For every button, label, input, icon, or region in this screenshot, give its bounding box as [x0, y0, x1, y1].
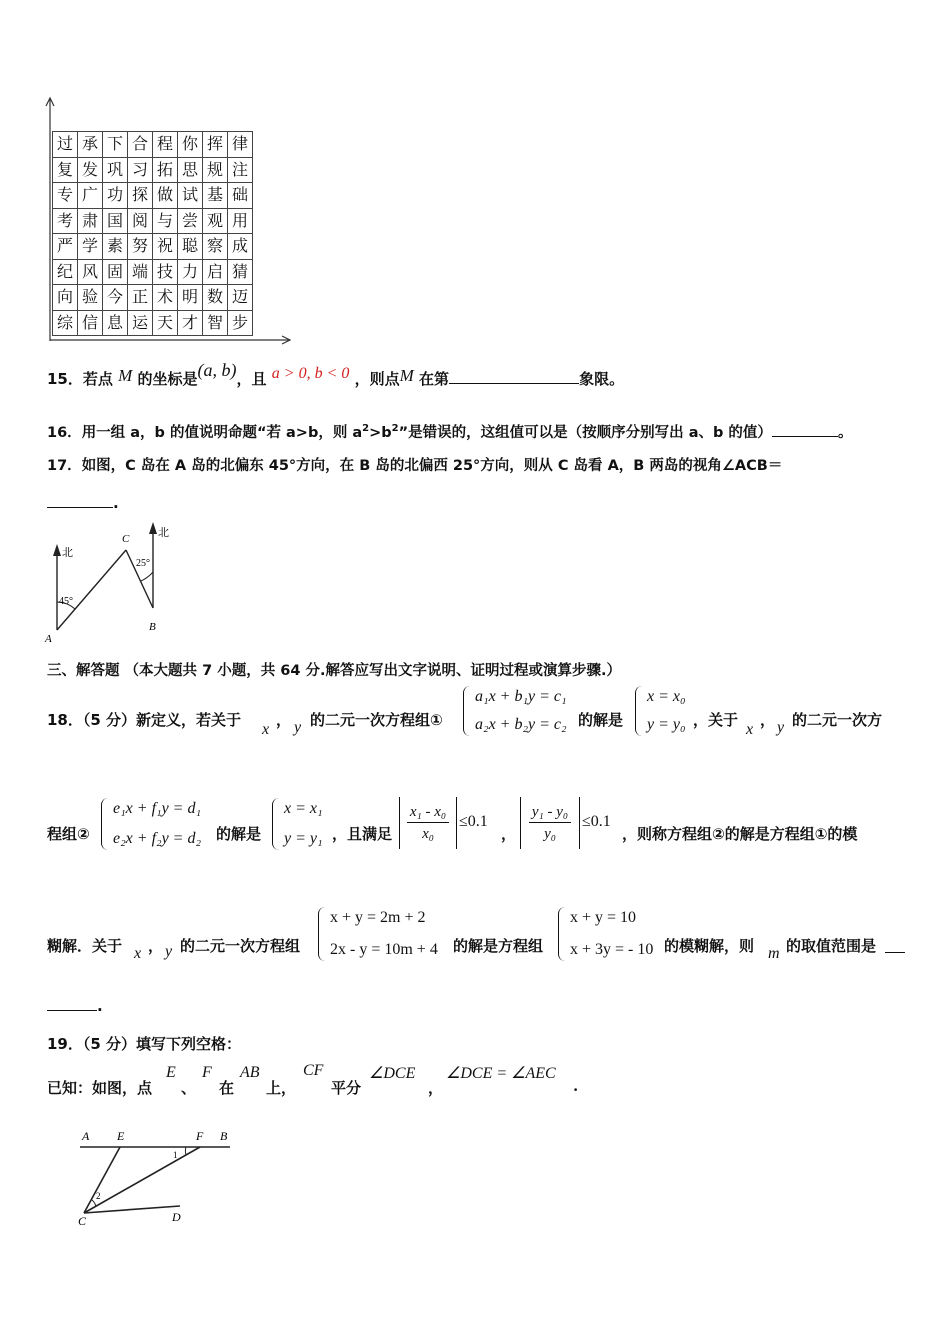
question-18-blank-line	[47, 997, 103, 1015]
grid-cell: 习	[128, 157, 153, 183]
grid-cell: 用	[228, 208, 253, 234]
q15-text: 的坐标是	[137, 370, 198, 388]
brace	[635, 686, 643, 736]
grid-row	[53, 208, 253, 234]
equation-row: x + y = 10	[570, 909, 637, 926]
grid-cell: 思	[178, 157, 203, 183]
grid-cell: 正	[128, 285, 153, 311]
grid-cell: 明	[178, 285, 203, 311]
q15-text: 在第	[419, 370, 450, 388]
grid-cell: 息	[103, 310, 128, 336]
point-c-label: C	[122, 533, 130, 545]
grid-cell: 步	[228, 310, 253, 336]
q18-text: ，且满足	[332, 825, 393, 843]
grid-cell: 天	[153, 310, 178, 336]
grid-cell: 试	[178, 183, 203, 209]
q19-text: ，	[428, 1079, 444, 1097]
coordinate: (a, b)	[197, 360, 237, 380]
grid-cell: 挥	[203, 132, 228, 158]
grid-row	[53, 157, 253, 183]
north-label-a: 北	[62, 546, 73, 559]
character-grid	[52, 131, 253, 336]
grid-row	[53, 183, 253, 209]
answer-blank	[47, 1010, 97, 1011]
grid-cell: 才	[178, 310, 203, 336]
brace	[272, 798, 280, 850]
question-number: 18．	[47, 711, 83, 729]
grid-cell: 合	[128, 132, 153, 158]
var-x: x	[746, 721, 754, 738]
separator: ，	[760, 711, 776, 729]
fraction-x	[402, 802, 454, 845]
q15-text: 若点	[82, 370, 113, 388]
grid-row	[53, 310, 253, 336]
brace	[101, 798, 109, 850]
figure-17	[40, 520, 190, 645]
question-19	[47, 1033, 241, 1054]
q18-text: 糊解．关于	[47, 937, 123, 955]
answer-blank	[772, 436, 838, 437]
grid-cell: 启	[203, 259, 228, 285]
grid-cell: 综	[53, 310, 78, 336]
point-b-label: B	[220, 1129, 228, 1143]
grid-cell: 风	[78, 259, 103, 285]
grid-cell: 技	[153, 259, 178, 285]
grid-cell: 术	[153, 285, 178, 311]
answer-blank	[449, 383, 579, 384]
q18-text: 的二元一次方程组①	[310, 711, 443, 729]
grid-cell: 与	[153, 208, 178, 234]
q18-text: （5 分）新定义，若关于	[82, 711, 242, 729]
point-e: E	[166, 1064, 176, 1081]
grid-cell: 努	[128, 234, 153, 260]
q15-text: 象限。	[579, 370, 625, 388]
inequality: ≤0.1	[459, 813, 488, 830]
grid-cell: 运	[128, 310, 153, 336]
grid-cell: 下	[103, 132, 128, 158]
question-number: 17．	[47, 458, 82, 474]
grid-cell: 固	[103, 259, 128, 285]
q16-text: >b	[369, 425, 392, 441]
var-y: y	[294, 719, 302, 736]
superscript: 2	[391, 423, 399, 435]
q16-text: 用一组 a，b 的值说明命题“若 a>b，则 a	[81, 425, 363, 441]
point-f: F	[202, 1064, 212, 1081]
grid-cell: 猜	[228, 259, 253, 285]
q19-text: （5 分）填写下列空格：	[82, 1035, 242, 1053]
fraction-y	[523, 802, 577, 845]
grid-cell: 广	[78, 183, 103, 209]
var-m: m	[768, 945, 780, 962]
question-number: 19．	[47, 1035, 83, 1053]
grid-cell: 程	[153, 132, 178, 158]
grid-cell: 验	[78, 285, 103, 311]
grid-cell: 力	[178, 259, 203, 285]
grid-cell: 智	[203, 310, 228, 336]
grid-cell: 功	[103, 183, 128, 209]
denominator: y₀	[544, 826, 556, 842]
grid-cell: 专	[53, 183, 78, 209]
q18-text: 的解是方程组	[453, 937, 544, 955]
point-f-label: F	[196, 1129, 204, 1143]
answer-blank	[885, 952, 905, 953]
equation-system-3	[318, 907, 438, 961]
q18-end: .	[97, 997, 103, 1015]
q19-text: 在	[219, 1079, 235, 1097]
grid-cell: 国	[103, 208, 128, 234]
numerator: x₁ - x₀	[407, 802, 449, 823]
grid-cell: 向	[53, 285, 78, 311]
grid-cell: 严	[53, 234, 78, 260]
q19-text: 已知：如图，点	[47, 1079, 153, 1097]
equation-row: x + 3y = - 10	[570, 941, 654, 958]
question-number: 15．	[47, 370, 83, 388]
q18-text: 的取值范围是	[786, 937, 877, 955]
q19-text: 、	[181, 1079, 197, 1097]
q18-text: 的二元一次方	[792, 711, 883, 729]
equation-row: x + y = 2m + 2	[330, 909, 426, 926]
grid-cell: 做	[153, 183, 178, 209]
separator: ，	[148, 937, 164, 955]
equation-row: x = x₀	[647, 688, 686, 705]
grid-cell: 成	[228, 234, 253, 260]
q18-text: 的二元一次方程组	[180, 937, 301, 955]
equation-row: x = x₁	[284, 800, 323, 817]
grid-cell: 数	[203, 285, 228, 311]
question-number: 16．	[47, 425, 82, 441]
section-3-heading: 三、解答题 （本大题共 7 小题，共 64 分.解答应写出文字说明、证明过程或演算步骤.）	[47, 663, 622, 679]
point-d-label: D	[172, 1210, 181, 1224]
grid-cell: 纪	[53, 259, 78, 285]
q18-text: 的解是	[578, 711, 624, 729]
question-17	[47, 454, 782, 475]
answer-blank	[47, 507, 113, 508]
q17-end: .	[113, 494, 119, 512]
point-a-label: A	[45, 633, 52, 645]
grid-cell: 素	[103, 234, 128, 260]
q18-text: 的解是	[216, 825, 262, 843]
q15-text: ，则点	[354, 370, 400, 388]
angle-2-label: 2	[96, 1191, 101, 1201]
grid-cell: 今	[103, 285, 128, 311]
var-x: x	[262, 721, 270, 738]
angle-dce: ∠DCE	[369, 1065, 416, 1082]
q18-text: ，关于	[693, 711, 739, 729]
grid-cell: 拓	[153, 157, 178, 183]
solution-system-2	[272, 798, 323, 850]
equation-system-1	[463, 686, 567, 736]
q19-text: 上，	[266, 1079, 297, 1097]
equation-row: y = y₀	[647, 716, 686, 733]
q19-end: .	[573, 1077, 579, 1095]
q18-text: ，则称方程组②的解是方程组①的模	[622, 825, 858, 843]
point-e-label: E	[117, 1129, 125, 1143]
grid-cell: 祝	[153, 234, 178, 260]
grid-cell: 巩	[103, 157, 128, 183]
grid-cell: 复	[53, 157, 78, 183]
north-label-b: 北	[158, 526, 169, 539]
point-b-label: B	[149, 621, 156, 633]
grid-cell: 阅	[128, 208, 153, 234]
condition: a > 0, b < 0	[271, 365, 350, 382]
q16-text: ”是错误的，这组值可以是（按顺序分别写出 a、b 的值）	[398, 425, 772, 441]
grid-cell: 过	[53, 132, 78, 158]
equation-system-4	[558, 907, 653, 961]
brace	[463, 686, 471, 736]
grid-cell: 学	[78, 234, 103, 260]
angle-1-label: 1	[173, 1150, 178, 1160]
equation-row: a₁x + b₁y = c₁	[475, 688, 567, 705]
var-x: x	[134, 945, 142, 962]
brace	[318, 907, 326, 961]
grid-cell: 迈	[228, 285, 253, 311]
point-m: M	[399, 366, 414, 385]
solution-system-1	[635, 686, 686, 736]
grid-cell: 承	[78, 132, 103, 158]
grid-cell: 端	[128, 259, 153, 285]
angle-25: 25°	[136, 558, 150, 569]
question-16	[47, 421, 852, 442]
separator: ，	[276, 711, 292, 729]
q16-text: 。	[837, 425, 853, 441]
brace	[558, 907, 566, 961]
angle-equation: ∠DCE = ∠AEC	[446, 1065, 556, 1082]
inequality: ≤0.1	[582, 813, 611, 830]
point-c-label: C	[78, 1214, 87, 1228]
grid-row	[53, 234, 253, 260]
point-a-label: A	[82, 1129, 90, 1143]
grid-cell: 考	[53, 208, 78, 234]
grid-cell: 规	[203, 157, 228, 183]
angle-45: 45°	[59, 596, 73, 607]
question-18-line-1	[47, 709, 241, 730]
grid-cell: 聪	[178, 234, 203, 260]
question-15	[47, 360, 625, 389]
numerator: y₁ - y₀	[529, 802, 571, 823]
grid-row	[53, 132, 253, 158]
grid-cell: 础	[228, 183, 253, 209]
grid-cell: 肃	[78, 208, 103, 234]
grid-row	[53, 285, 253, 311]
segment-ab: AB	[240, 1064, 260, 1081]
grid-cell: 观	[203, 208, 228, 234]
segment-cf: CF	[303, 1062, 324, 1079]
grid-cell: 发	[78, 157, 103, 183]
question-17-blank-line	[47, 494, 119, 512]
q17-text: 如图，C 岛在 A 岛的北偏东 45°方向，在 B 岛的北偏西 25°方向，则从 C 岛看 A，B 两岛的视角∠ACB＝	[81, 458, 783, 474]
q18-text: 的模糊解，则	[664, 937, 755, 955]
var-y: y	[165, 943, 173, 960]
denominator: x₀	[422, 826, 434, 842]
grid-cell: 基	[203, 183, 228, 209]
q18-text: 程组②	[47, 825, 90, 843]
q19-text: 平分	[331, 1079, 362, 1097]
figure-19	[70, 1125, 240, 1230]
equation-row: e₁x + f₁y = d₁	[113, 800, 202, 817]
grid-cell: 信	[78, 310, 103, 336]
superscript: 2	[362, 423, 370, 435]
grid-row	[53, 259, 253, 285]
equation-row: e₂x + f₂y = d₂	[113, 830, 202, 847]
separator: ，	[501, 825, 517, 843]
grid-cell: 你	[178, 132, 203, 158]
equation-row: y = y₁	[284, 830, 323, 847]
grid-cell: 探	[128, 183, 153, 209]
point-m: M	[118, 366, 133, 385]
equation-row: 2x - y = 10m + 4	[330, 941, 438, 958]
grid-cell: 察	[203, 234, 228, 260]
grid-cell: 注	[228, 157, 253, 183]
grid-cell: 尝	[178, 208, 203, 234]
grid-cell: 律	[228, 132, 253, 158]
q15-text: ，且	[236, 370, 267, 388]
var-y: y	[777, 719, 785, 736]
equation-system-2	[101, 798, 201, 850]
equation-row: a₂x + b₂y = c₂	[475, 716, 567, 733]
